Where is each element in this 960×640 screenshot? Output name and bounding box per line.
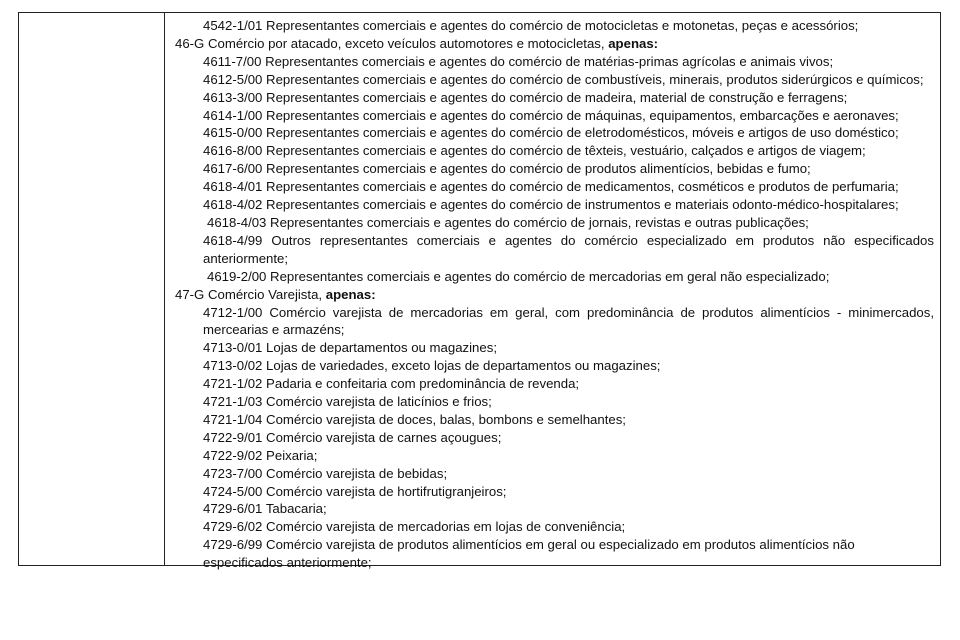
list-item: 4721-1/04 Comércio varejista de doces, balas, bombons e semelhantes; — [203, 411, 626, 427]
list-item: 4721-1/03 Comércio varejista de laticínios e frios; — [203, 394, 492, 410]
list-item: 4712-1/00 Comércio varejista de mercadorias em geral, com predominância de produtos alimentícios - minimercados, mercearias e armazéns; — [203, 304, 934, 338]
list-item: 4614-1/00 Representantes comerciais e agentes do comércio de máquinas, equipamentos, embarcações e aeronaves; — [203, 107, 899, 123]
list-item: 4724-5/00 Comércio varejista de hortifrutigranjeiros; — [203, 483, 507, 499]
list-item: 4713-0/02 Lojas de variedades, exceto lojas de departamentos ou magazines; — [203, 358, 661, 374]
group-qualifier: apenas: — [608, 35, 659, 51]
list-item: 4613-3/00 Representantes comerciais e agentes do comércio de madeira, material de construção e ferragens; — [203, 89, 848, 105]
list-item: 4615-0/00 Representantes comerciais e agentes do comércio de eletrodomésticos, móveis e artigos de uso doméstico; — [203, 125, 899, 141]
list-item: 4721-1/02 Padaria e confeitaria com predominância de revenda; — [203, 376, 580, 392]
list-item: 4722-9/01 Comércio varejista de carnes açougues; — [203, 429, 502, 445]
group-heading-46 — [175, 35, 934, 53]
list-item: 4729-6/99 Comércio varejista de produtos alimentícios em geral ou especializado em produtos alimentícios não especificados anteriormente; — [203, 537, 855, 571]
list-item: 4616-8/00 Representantes comerciais e agentes do comércio de têxteis, vestuário, calçados e artigos de viagem; — [203, 143, 866, 159]
list-item: 4729-6/02 Comércio varejista de mercadorias em lojas de conveniência; — [203, 519, 626, 535]
group-title: 47-G Comércio Varejista, — [175, 286, 323, 302]
list-item: 4618-4/03 Representantes comerciais e agentes do comércio de jornais, revistas e outras publicações; — [207, 214, 809, 230]
list-item: 4722-9/02 Peixaria; — [203, 447, 318, 463]
list-item: 4713-0/01 Lojas de departamentos ou magazines; — [203, 340, 497, 356]
list-item: 4618-4/99 Outros representantes comerciais e agentes do comércio especializado em produtos não especificados anteriormente; — [203, 232, 934, 266]
list-item: 4618-4/01 Representantes comerciais e agentes do comércio de medicamentos, cosméticos e produtos de perfumaria; — [203, 179, 899, 195]
list-item: 4729-6/01 Tabacaria; — [203, 501, 327, 517]
table-left-column — [19, 13, 165, 565]
list-item: 4611-7/00 Representantes comerciais e agentes do comércio de matérias-primas agrícolas e animais vivos; — [203, 53, 834, 69]
list-item: 4542-1/01 Representantes comerciais e agentes do comércio de motocicletas e motonetas, peças e acessórios; — [203, 18, 859, 33]
list-item: 4723-7/00 Comércio varejista de bebidas; — [203, 465, 448, 481]
list-item: 4619-2/00 Representantes comerciais e agentes do comércio de mercadorias em geral não especializado; — [207, 268, 830, 284]
document-table — [18, 12, 941, 571]
list-item: 4617-6/00 Representantes comerciais e agentes do comércio de produtos alimentícios, bebidas e fumo; — [203, 161, 811, 177]
group-qualifier: apenas: — [325, 286, 376, 302]
table-content-cell — [175, 17, 934, 572]
group-title: 46-G Comércio por atacado, exceto veículos automotores e motocicletas, — [175, 35, 605, 51]
group-heading-47 — [175, 286, 934, 304]
list-item: 4618-4/02 Representantes comerciais e agentes do comércio de instrumentos e materiais odonto-médico-hospitalares; — [203, 197, 899, 213]
list-item: 4612-5/00 Representantes comerciais e agentes do comércio de combustíveis, minerais, produtos siderúrgicos e químicos; — [203, 71, 924, 87]
